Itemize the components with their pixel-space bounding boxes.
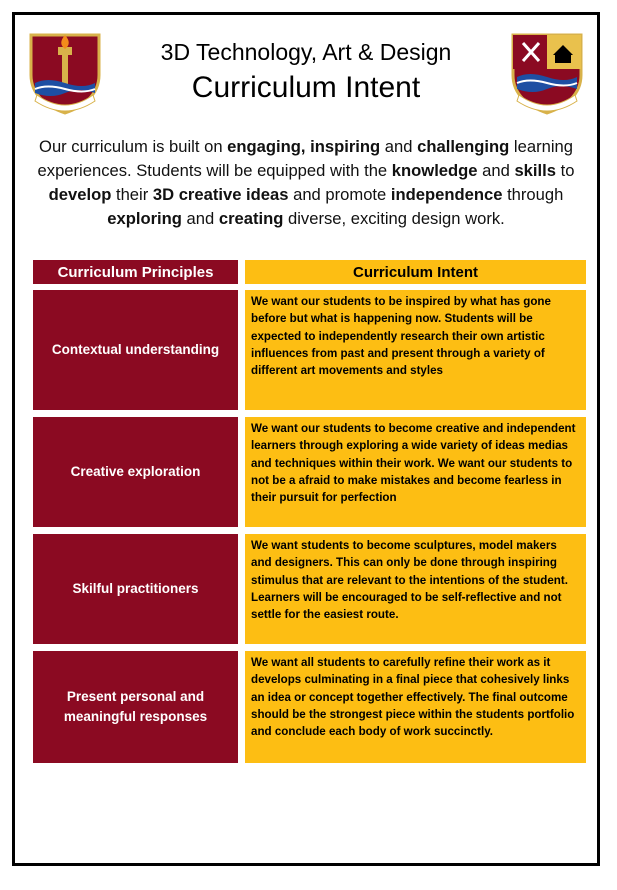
intro-emphasis: engaging, inspiring <box>227 137 381 156</box>
intro-text: Our curriculum is built on <box>39 137 228 156</box>
intro-emphasis: challenging <box>417 137 510 156</box>
principle-cell: Skilful practitioners <box>33 534 238 644</box>
intent-cell: We want our students to be inspired by what has gone before but what is happening now. Students will be expected to independently research their own artistic influences from past and present through a variety of different art movements and styles <box>245 290 586 410</box>
intent-cell: We want our students to become creative and independent learners through exploring a wide variety of ideas medias and techniques within their work. We want our students to not be a afraid to make mistakes and become fearless in their pursuit for perfection <box>245 417 586 527</box>
intro-paragraph <box>25 135 587 231</box>
intent-cell: We want students to become sculptures, model makers and designers. This can only be done through inspiring stimulus that are relevant to the intentions of the student. Learners will be encouraged to be self-reflective and not settle for the easiest route. <box>245 534 586 644</box>
principle-cell: Creative exploration <box>33 417 238 527</box>
intro-emphasis: knowledge <box>391 161 478 180</box>
column-header-intent: Curriculum Intent <box>245 260 586 284</box>
principle-cell: Contextual understanding <box>33 290 238 410</box>
intro-text: and <box>181 209 219 228</box>
intro-text: learning experiences. Students will be equipped with the <box>37 137 573 180</box>
page-title-line1: 3D Technology, Art & Design <box>160 39 452 65</box>
page-frame <box>12 12 600 866</box>
intro-emphasis: creating <box>218 209 284 228</box>
intro-text: to <box>555 161 575 180</box>
intro-text: and promote <box>288 185 391 204</box>
intro-emphasis: develop <box>48 185 112 204</box>
intro-text: through <box>502 185 564 204</box>
intro-text: their <box>111 185 153 204</box>
intro-text: and <box>380 137 418 156</box>
column-header-principles: Curriculum Principles <box>33 260 238 284</box>
page-title-line2: Curriculum Intent <box>191 71 421 104</box>
intro-text: diverse, exciting design work. <box>283 209 505 228</box>
intro-emphasis: 3D creative ideas <box>152 185 289 204</box>
intro-text: and <box>477 161 515 180</box>
intro-emphasis: exploring <box>107 209 182 228</box>
intro-emphasis: independence <box>390 185 503 204</box>
intent-cell: We want all students to carefully refine their work as it develops culminating in a final piece that cohesively links an idea or concept together effectively. The final outcome should be the strongest piece within the students portfolio and conclude each body of work succinctly. <box>245 651 586 763</box>
principle-cell: Present personal and meaningful responses <box>33 651 238 763</box>
intro-emphasis: skills <box>514 161 556 180</box>
